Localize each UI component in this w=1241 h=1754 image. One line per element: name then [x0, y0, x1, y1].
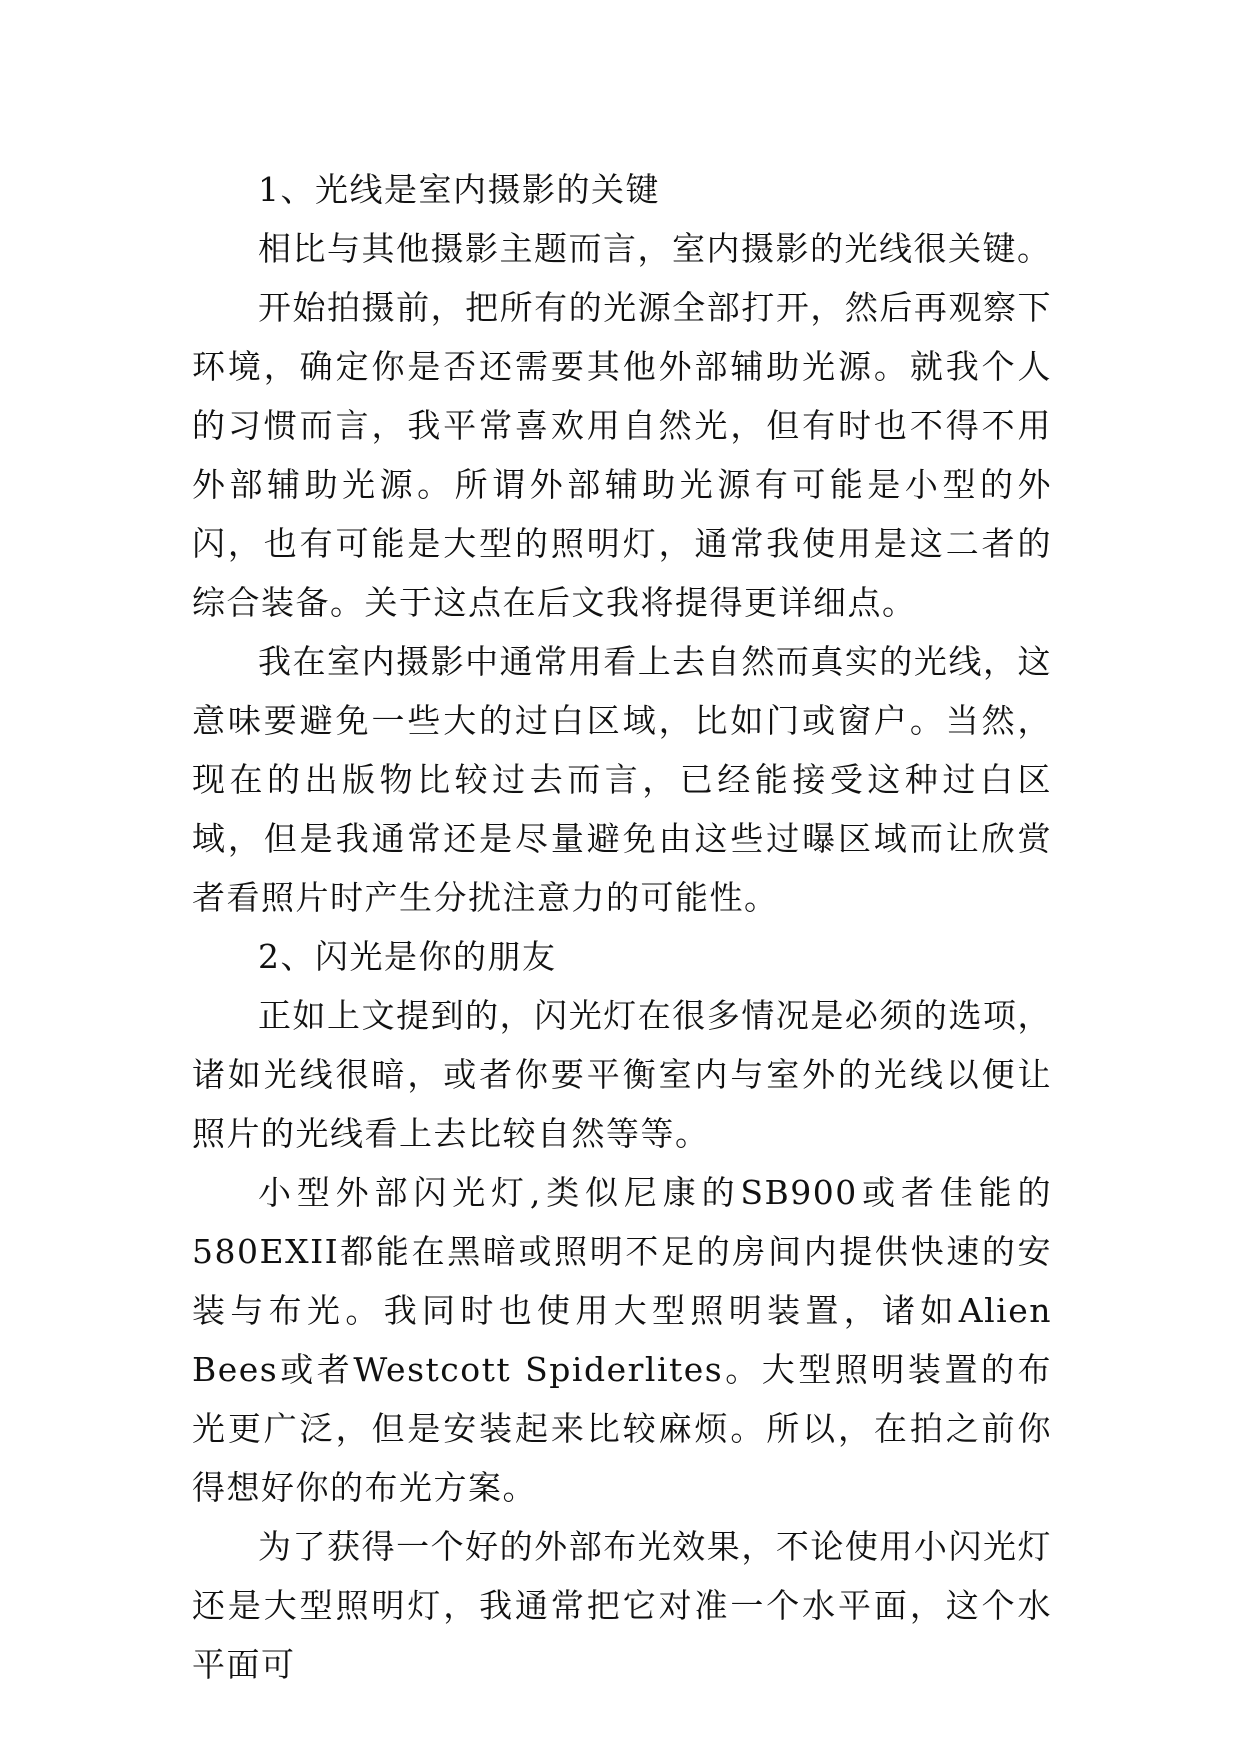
paragraph: 正如上文提到的，闪光灯在很多情况是必须的选项，诸如光线很暗，或者你要平衡室内与室外的光线以便让照片的光线看上去比较自然等等。: [192, 996, 1052, 1153]
section-heading-1: 1、光线是室内摄影的关键: [258, 170, 660, 209]
paragraph: 开始拍摄前，把所有的光源全部打开，然后再观察下环境，确定你是否还需要其他外部辅助光源。就我个人的习惯而言，我平常喜欢用自然光，但有时也不得不用外部辅助光源。所谓外部辅助光源有可能是小型的外闪，也有可能是大型的照明灯，通常我使用是这二者的综合装备。关于这点在后文我将提得更详细点。: [192, 288, 1052, 622]
paragraph: 小型外部闪光灯,类似尼康的SB900或者佳能的580EXII都能在黑暗或照明不足的房间内提供快速的安装与布光。我同时也使用大型照明装置，诸如Alien Bees或者Westcott Spiderlites。大型照明装置的布光更广泛，但是安装起来比较麻烦。所以，在拍之前你得想好你的布光方案。: [192, 1173, 1052, 1507]
paragraph: 相比与其他摄影主题而言，室内摄影的光线很关键。: [258, 229, 1052, 268]
paragraph: 我在室内摄影中通常用看上去自然而真实的光线，这意味要避免一些大的过白区域，比如门或窗户。当然，现在的出版物比较过去而言，已经能接受这种过白区域，但是我通常还是尽量避免由这些过曝区域而让欣赏者看照片时产生分扰注意力的可能性。: [192, 642, 1052, 917]
section-heading-2: 2、闪光是你的朋友: [258, 937, 557, 976]
document-body: [192, 160, 1052, 1694]
paragraph: 为了获得一个好的外部布光效果，不论使用小闪光灯还是大型照明灯，我通常把它对准一个水平面，这个水平面可: [192, 1527, 1052, 1684]
